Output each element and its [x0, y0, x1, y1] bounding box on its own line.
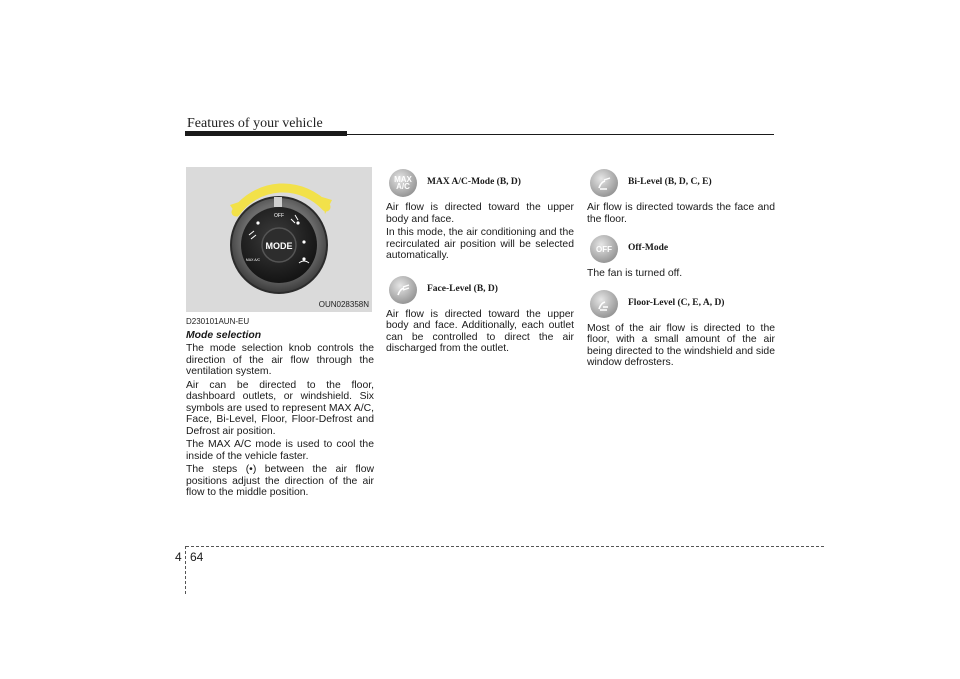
section-paragraph: Air can be directed to the floor, dashboard outlets, or windshield. Six symbols are used to represent MAX A/C, Face, Bi-Level, Floor, Floor-Defrost and Defrost air position. [186, 379, 374, 437]
off-mode-paragraph: The fan is turned off. [587, 268, 683, 279]
max-ac-icon [389, 169, 417, 197]
max-ac-mode-label: MAX A/C-Mode (B, D) [427, 177, 521, 188]
column-bi-off-floor [587, 167, 775, 371]
face-level-heading [386, 274, 574, 306]
mode-knob-figure [186, 167, 372, 312]
face-level-icon [389, 276, 417, 304]
mode-knob-illustration [186, 167, 372, 312]
page-number: 64 [190, 550, 204, 564]
figure-code: OUN028358N [318, 299, 369, 309]
off-mode-heading [587, 233, 775, 265]
section-paragraph: The mode selection knob controls the direction of the air flow through the ventilation system. [186, 343, 374, 377]
max-ac-paragraph: Air flow is directed toward the upper body and face. [386, 202, 574, 225]
off-mode-label: Off-Mode [628, 243, 669, 254]
bi-level-heading [587, 167, 775, 199]
face-level-paragraph: Air flow is directed toward the upper body and face. Additionally, each outlet can be controlled to direct the air discharged from the outlet. [386, 308, 574, 354]
column-mode-selection [186, 167, 374, 501]
floor-level-heading [587, 288, 775, 320]
knob-max-ac-text: MAX A/C [245, 258, 261, 262]
knob-mode-text: MODE [265, 241, 293, 251]
floor-level-paragraph: Most of the air flow is directed to the floor, with a small amount of the air being directed to the windshield and side window defrosters. [587, 322, 775, 368]
knob-off-text: OFF [274, 213, 284, 219]
floor-level-label: Floor-Level (C, E, A, D) [628, 297, 725, 308]
header-rule-thin [347, 134, 774, 135]
face-level-label: Face-Level (B, D) [427, 283, 498, 294]
max-ac-icon-text: MAX A/C [394, 175, 412, 191]
bi-level-paragraph: Air flow is directed towards the face and the floor. [587, 202, 775, 225]
bi-level-label: Bi-Level (B, D, C, E) [628, 177, 712, 188]
bi-level-icon [590, 169, 618, 197]
section-title: Mode selection [186, 329, 262, 341]
section-doc-code: D230101AUN-EU [186, 317, 250, 326]
header-rule-thick [185, 131, 347, 136]
page-header-title: Features of your vehicle [187, 116, 323, 131]
floor-level-icon [590, 290, 618, 318]
off-icon [590, 235, 618, 263]
section-paragraph: The MAX A/C mode is used to cool the inside of the vehicle faster. [186, 439, 374, 462]
section-paragraph: The steps (•) between the air flow positions adjust the direction of the air flow to the middle position. [186, 464, 374, 498]
column-max-ac-face [386, 167, 574, 357]
max-ac-mode-heading [386, 167, 574, 199]
footer-rule [186, 546, 824, 547]
chapter-number: 4 [175, 550, 182, 564]
off-icon-text: OFF [596, 244, 612, 254]
footer-vertical-rule [185, 546, 186, 594]
max-ac-paragraph: In this mode, the air conditioning and the recirculated air position will be selected automatically. [386, 227, 574, 261]
